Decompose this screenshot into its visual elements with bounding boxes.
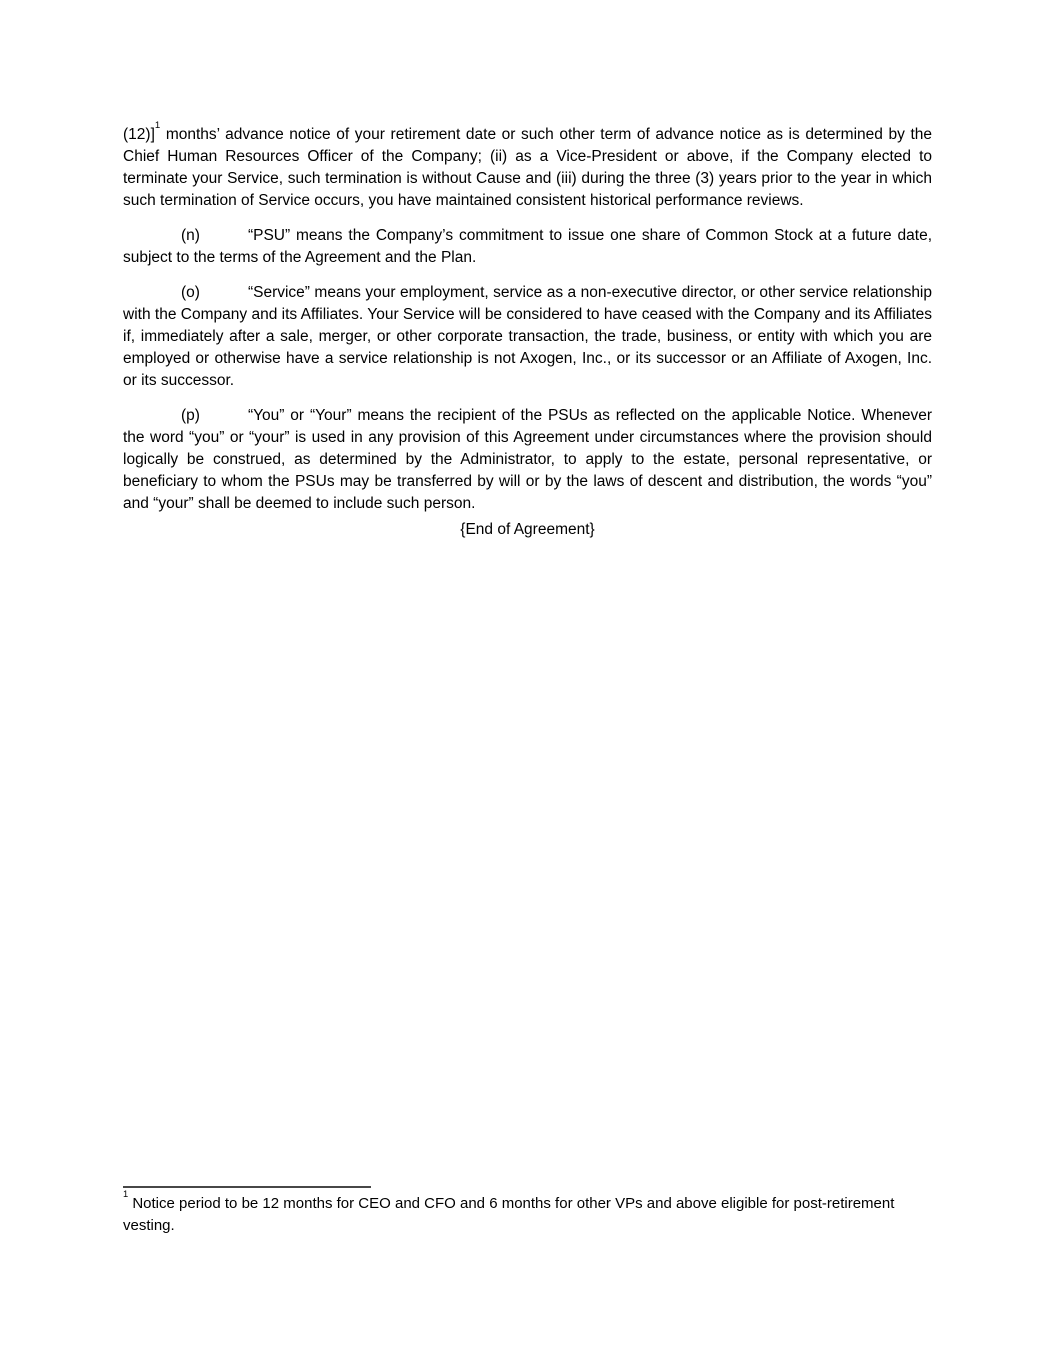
definition-text-p: “You” or “Your” means the recipient of the PSUs as reflected on the applicable Notice. Whenever the word “you” or “your” is used in any provision of this Agreement under circumstances where the provision should logically be construed, as determined by the Administrator, to apply to the estate, personal representative, or beneficiary to whom the PSUs may be transferred by will or by the laws of descent and distribution, the words “you” and “your” shall be deemed to include such person. [123,407,932,512]
definition-paragraph-o [123,282,932,392]
definition-paragraph-n [123,225,932,269]
paragraph-continuation [123,120,932,212]
footnote-text [123,1189,913,1237]
footnote-section [123,1186,932,1237]
definition-label-n: (n) [181,227,200,244]
footnote-separator [123,1186,371,1188]
continuation-prefix: (12)] [123,126,155,143]
definition-paragraph-p [123,405,932,515]
continuation-text: months’ advance notice of your retirement date or such other term of advance notice as is determined by the Chief Human Resources Officer of the Company; (ii) as a Vice-President or above, if the Company elected to terminate your Service, such termination is without Cause and (iii) during the three (3) years prior to the year in which such termination of Service occurs, you have maintained consistent historical performance reviews. [123,126,932,209]
end-of-agreement-marker: {End of Agreement} [460,521,595,538]
definition-text-n: “PSU” means the Company’s commitment to issue one share of Common Stock at a future date, subject to the terms of the Agreement and the Plan. [123,227,932,266]
definition-label-o: (o) [181,284,200,301]
footnote-body: Notice period to be 12 months for CEO and CFO and 6 months for other VPs and above eligible for post-retirement vesting. [123,1195,895,1234]
definition-text-o: “Service” means your employment, service as a non-executive director, or other service relationship with the Company and its Affiliates. Your Service will be considered to have ceased with the Company and its Affiliates if, immediately after a sale, merger, or other corporate transaction, the trade, business, or entity with which you are employed or otherwise have a service relationship is not Axogen, Inc., or its successor or an Affiliate of Axogen, Inc. or its successor. [123,284,932,389]
footnote-reference-marker: 1 [154,120,161,132]
definition-label-p: (p) [181,407,200,424]
footnote-marker: 1 [123,1189,129,1200]
